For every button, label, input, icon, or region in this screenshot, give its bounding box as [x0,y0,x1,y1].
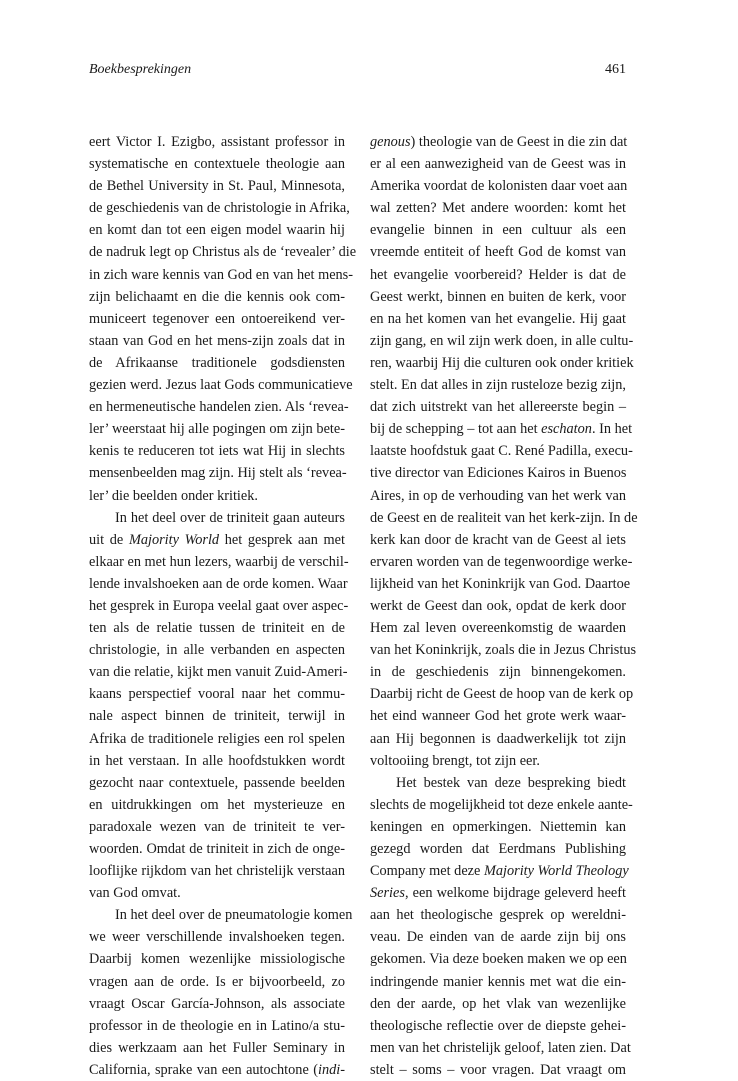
text-run: Company met deze [370,863,484,880]
text-line: en na het komen van het evangelie. Hij gaat [370,310,626,327]
text-line: vreemde entiteit of heeft God de komst van [370,244,626,261]
right-column [370,131,638,1081]
text-line: Geest werkt, binnen en buiten de kerk, voor [370,288,626,305]
text-line: de Bethel University in St. Paul, Minnesota, [89,178,345,195]
text-line: kerk kan door de kracht van de Geest al iets [370,531,626,548]
italic-term: Series [370,885,405,902]
text-line: tive director van Ediciones Kairos in Buenos [370,465,627,482]
italic-term: indi- [317,1061,345,1078]
text-line: systematische en contextuele theologie aan [89,156,345,173]
text-line: christologie, in alle verbanden en aspecten [89,642,345,659]
text-line: dat zich uitstrekt van het allereerste begin – [370,399,626,416]
text-line: ten als de relatie tussen de triniteit en de [89,620,345,637]
text-line: van God omvat. [89,885,181,902]
text-line: voltooiing brengt, tot zijn eer. [370,752,540,769]
text-run: bij de schepping – tot aan het [370,421,542,438]
text-line: vragen aan de orde. Is er bijvoorbeeld, zo [89,973,345,990]
text-line: en hermeneutische handelen zien. Als ‘revea- [89,399,349,416]
text-line [370,882,626,904]
text-line [370,418,633,440]
text-line: werkt de Geest dan ook, opdat de kerk door [370,597,626,614]
text-line: stelt. En dat alles in zijn rusteloze bezig zijn, [370,377,626,394]
text-line: Daarbij richt de Geest de hoop van de kerk op [370,686,634,703]
text-line: mensenbeelden mag zijn. Hij stelt als ‘revea- [89,465,347,482]
text-line: theologische reflectie over de diepste gehei- [370,1017,626,1034]
text-line: de Geest en de realiteit van het kerk-zijn. In de [370,509,638,526]
text-line: de geschiedenis van de christologie in Afrika, [89,200,350,217]
text-line: In het deel over de pneumatologie komen [115,907,353,924]
text-line: looflijke rijkdom van het christelijk verstaan [89,863,345,880]
text-line: slechts de mogelijkheid tot deze enkele aante- [370,796,633,813]
text-line: elkaar en met hun lezers, waarbij de verschil- [89,553,349,570]
text-line: de nadruk legt op Christus als de ‘revealer’ die [89,244,357,261]
text-line: Afrika de traditionele religies een rol spelen [89,730,345,747]
text-line: ren, waarbij Hij die culturen ook onder kritiek [370,354,634,371]
text-line: staan van God en het mens-zijn zoals dat in [89,332,345,349]
text-run: uit de [89,531,129,548]
italic-term: genous [370,134,411,150]
text-line: en uitdrukkingen om het mysterieuze en [89,796,345,813]
text-line: het evangelie voorbereid? Helder is dat de [370,266,626,283]
text-line: van het Koninkrijk, zoals die in Jezus Christus [370,642,637,659]
text-line: woorden. Omdat de triniteit in zich de onge- [89,841,345,857]
text-line: van die relatie, kijkt men vanuit Zuid-Ameri- [89,664,348,681]
text-line: in het verstaan. In alle hoofdstukken wordt [89,752,345,769]
text-line: keningen en opmerkingen. Niettemin kan [370,818,626,835]
text-line: Amerika voordat de kolonisten daar voet aan [370,178,628,195]
text-line: dies werkzaam aan het Fuller Seminary in [89,1039,345,1056]
text-run: California, sprake van een autochtone ( [89,1061,318,1078]
running-head [89,62,626,84]
text-line: kenis te reduceren tot iets wat Hij in slechts [89,443,345,460]
text-run: . In het [591,421,633,438]
text-line: ler’ weerstaat hij alle pogingen om zijn bete- [89,421,345,438]
text-line: gezegd worden dat Eerdmans Publishing [370,841,626,857]
page-number: 461 [605,62,626,77]
text-line: den der aarde, op het vlak van wezenlijke [370,995,626,1012]
text-line: evangelie binnen in een cultuur als een [370,222,626,239]
text-line [370,860,629,882]
text-line [89,1059,345,1081]
text-line: wal zetten? Met andere woorden: komt het [370,200,626,217]
text-line: indringende manier kennis met wat die ein- [370,973,626,990]
text-line: en komt dan tot een eigen model waarin hij [89,222,345,239]
text-line: de Afrikaanse traditionele godsdiensten [89,354,345,371]
text-line: vraagt Oscar García-Johnson, als associate [89,995,345,1012]
text-line: gezocht naar contextuele, passende beelden [89,774,345,791]
text-line: ler’ die beelden onder kritiek. [89,487,258,504]
text-line: nale aspect binnen de triniteit, terwijl in [89,708,345,725]
text-line: ervaren worden van de tegenwoordige werke- [370,553,633,570]
text-line: laatste hoofdstuk gaat C. René Padilla, execu- [370,443,633,460]
text-line: Het bestek van deze bespreking biedt [396,774,626,791]
text-line: het eind wanneer God het grote werk waar- [370,708,626,725]
text-line: het gesprek in Europa veelal gaat over aspec- [89,597,349,614]
text-line: gekomen. Via deze boeken maken we op een [370,951,627,968]
text-line: veau. De einden van de aarde zijn bij ons [370,929,626,946]
text-line: Hem zal leven overeenkomstig de waarden [370,620,626,637]
italic-term: Majority World [128,531,220,548]
text-line: professor in de theologie en in Latino/a stu- [89,1017,345,1034]
text-line: in zich ware kennis van God en van het mens- [89,266,354,283]
text-line: we weer verschillende invalshoeken tegen. [89,929,345,946]
text-line: zijn gang, en wil zijn werk doen, in alle cultu- [370,332,634,349]
text-line: In het deel over de triniteit gaan auteurs [115,509,345,526]
text-line: paradoxale wezen van de triniteit te ver- [89,818,345,835]
left-column [89,131,357,1081]
text-run: het gesprek aan met [219,531,345,548]
text-line: zijn belichaamt en die die kennis ook com- [89,288,345,305]
text-line: kaans perspectief vooral naar het commu- [89,686,345,703]
italic-term: Majority World Theology [483,863,629,880]
text-line: gezien werd. Jezus laat Gods communicatieve [89,377,353,394]
text-run: , een welkome bijdrage geleverd heeft [404,885,626,902]
text-line: Daarbij komen wezenlijke missiologische [89,951,345,968]
text-line: er al een aanwezigheid van de Geest was in [370,156,626,173]
text-run: ) theologie van de Geest in die zin dat [410,134,628,150]
text-line: aan Hij begonnen is daadwerkelijk tot zijn [370,730,626,747]
text-line: eert Victor I. Ezigbo, assistant professor in [89,134,345,150]
text-line: lijkheid van het Koninkrijk van God. Daartoe [370,575,631,592]
text-line: municeert tegenover een ontoereikend ver- [89,310,345,327]
text-line: stelt – soms – voor vragen. Dat vraagt om [370,1061,626,1078]
text-line: in de geschiedenis zijn binnengekomen. [370,664,626,681]
text-line [370,131,626,153]
italic-term: eschaton [541,421,592,438]
text-line: men van het christelijk geloof, laten zien. Dat [370,1039,631,1056]
text-line: lende invalshoeken aan de orde komen. Waar [89,575,348,592]
text-line [89,529,345,551]
section-title: Boekbesprekingen [89,62,192,77]
text-line: aan het theologische gesprek op wereldni- [370,907,626,924]
text-line: Aires, in op de verhouding van het werk van [370,487,626,504]
